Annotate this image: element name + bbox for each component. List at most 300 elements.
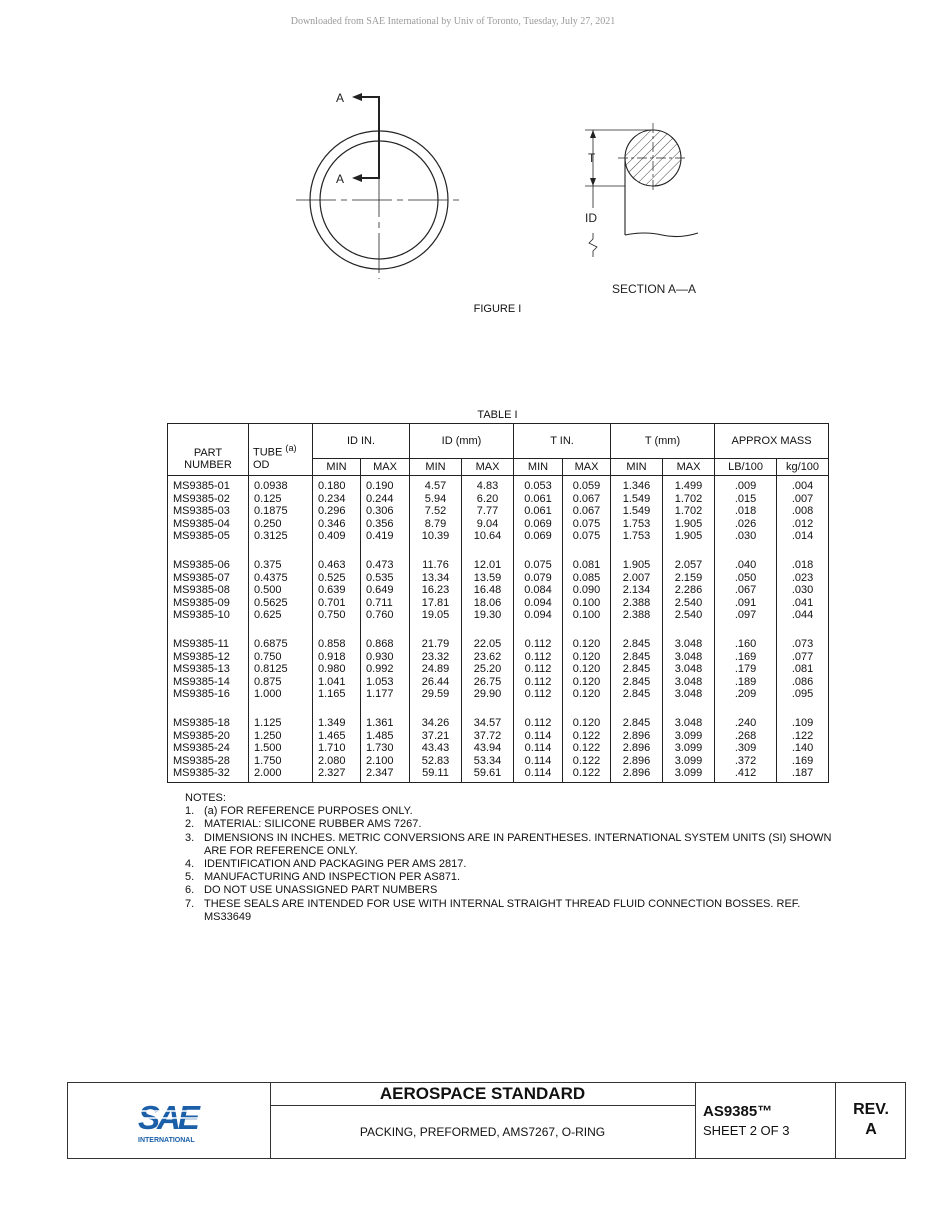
table-cell: 1.905 bbox=[663, 518, 715, 531]
table-cell: 1.053 bbox=[361, 676, 410, 689]
spacer-cell bbox=[777, 543, 829, 555]
table-cell: .004 bbox=[777, 476, 829, 493]
table-cell: 1.485 bbox=[361, 730, 410, 743]
spacer-cell bbox=[563, 701, 611, 713]
table-cell: MS9385-10 bbox=[168, 609, 249, 622]
table-cell: 2.327 bbox=[313, 767, 361, 782]
table-cell: 3.048 bbox=[663, 688, 715, 701]
table-cell: 0.750 bbox=[313, 609, 361, 622]
table-cell: .169 bbox=[715, 651, 777, 664]
table-cell: 0.500 bbox=[249, 584, 313, 597]
table-cell: .023 bbox=[777, 572, 829, 585]
table-cell: .372 bbox=[715, 755, 777, 768]
oring-front-view bbox=[296, 93, 462, 279]
table-cell: .014 bbox=[777, 530, 829, 543]
revision-label: REV. bbox=[853, 1101, 889, 1118]
table-row bbox=[168, 651, 829, 664]
table-cell: 2.159 bbox=[663, 572, 715, 585]
table-cell: 0.120 bbox=[563, 713, 611, 730]
section-label: SECTION A—A bbox=[612, 282, 697, 296]
table-title: TABLE I bbox=[477, 409, 518, 421]
table-cell: 2.540 bbox=[663, 609, 715, 622]
table-cell: 0.100 bbox=[563, 597, 611, 610]
table-cell: 0.079 bbox=[514, 572, 563, 585]
table-cell: 0.094 bbox=[514, 597, 563, 610]
table-cell: 0.3125 bbox=[249, 530, 313, 543]
table-cell: .179 bbox=[715, 663, 777, 676]
spacer-cell bbox=[663, 622, 715, 634]
spacer-cell bbox=[514, 701, 563, 713]
table-cell: 0.250 bbox=[249, 518, 313, 531]
table-cell: 0.112 bbox=[514, 676, 563, 689]
table-cell: 17.81 bbox=[410, 597, 462, 610]
table-cell: 0.858 bbox=[313, 634, 361, 651]
table-cell: MS9385-12 bbox=[168, 651, 249, 664]
table-cell: 1.125 bbox=[249, 713, 313, 730]
spacer-cell bbox=[168, 701, 249, 713]
spacer-cell bbox=[361, 543, 410, 555]
table-cell: 0.122 bbox=[563, 730, 611, 743]
table-cell: 2.057 bbox=[663, 555, 715, 572]
table-cell: 16.23 bbox=[410, 584, 462, 597]
table-cell: 9.04 bbox=[462, 518, 514, 531]
table-cell: 0.120 bbox=[563, 676, 611, 689]
table-cell: 7.52 bbox=[410, 505, 462, 518]
table-cell: MS9385-20 bbox=[168, 730, 249, 743]
table-cell: 1.905 bbox=[663, 530, 715, 543]
spacer-cell bbox=[611, 701, 663, 713]
table-cell: 1.177 bbox=[361, 688, 410, 701]
spacer-cell bbox=[663, 543, 715, 555]
table-row bbox=[168, 584, 829, 597]
table-cell: .012 bbox=[777, 518, 829, 531]
spacer-cell bbox=[361, 622, 410, 634]
table-cell: 3.099 bbox=[663, 755, 715, 768]
table-cell: 1.499 bbox=[663, 476, 715, 493]
table-cell: 0.625 bbox=[249, 609, 313, 622]
table-cell: .268 bbox=[715, 730, 777, 743]
table-cell: 3.099 bbox=[663, 730, 715, 743]
table-cell: 22.05 bbox=[462, 634, 514, 651]
table-cell: 18.06 bbox=[462, 597, 514, 610]
spacer-cell bbox=[777, 622, 829, 634]
spacer-cell bbox=[715, 543, 777, 555]
table-cell: 0.525 bbox=[313, 572, 361, 585]
group-spacer bbox=[168, 701, 829, 713]
table-cell: MS9385-16 bbox=[168, 688, 249, 701]
note-item bbox=[185, 805, 835, 818]
table-cell: 0.463 bbox=[313, 555, 361, 572]
table-cell: MS9385-08 bbox=[168, 584, 249, 597]
table-cell: 0.375 bbox=[249, 555, 313, 572]
note-number: 7. bbox=[185, 897, 195, 910]
table-cell: .008 bbox=[777, 505, 829, 518]
table-cell: .169 bbox=[777, 755, 829, 768]
table-cell: 0.112 bbox=[514, 713, 563, 730]
table-cell: 2.134 bbox=[611, 584, 663, 597]
table-cell: .007 bbox=[777, 493, 829, 506]
spacer-cell bbox=[663, 701, 715, 713]
table-row bbox=[168, 476, 829, 493]
table-cell: 10.64 bbox=[462, 530, 514, 543]
table-cell: 0.114 bbox=[514, 730, 563, 743]
table-cell: 0.120 bbox=[563, 663, 611, 676]
table-cell: .040 bbox=[715, 555, 777, 572]
table-cell: 23.62 bbox=[462, 651, 514, 664]
table-cell: 19.05 bbox=[410, 609, 462, 622]
table-cell: .067 bbox=[715, 584, 777, 597]
table-cell: 1.549 bbox=[611, 493, 663, 506]
note-text: MATERIAL: SILICONE RUBBER AMS 7267. bbox=[204, 818, 422, 831]
table-cell: 1.250 bbox=[249, 730, 313, 743]
table-cell: .081 bbox=[777, 663, 829, 676]
spacer-cell bbox=[249, 622, 313, 634]
table-cell: 0.075 bbox=[514, 555, 563, 572]
table-row bbox=[168, 663, 829, 676]
table-cell: .077 bbox=[777, 651, 829, 664]
table-cell: 0.8125 bbox=[249, 663, 313, 676]
table-cell: 0.980 bbox=[313, 663, 361, 676]
table-cell: 1.346 bbox=[611, 476, 663, 493]
document-description: PACKING, PREFORMED, AMS7267, O-RING bbox=[359, 1125, 606, 1139]
spacer-cell bbox=[514, 543, 563, 555]
table-cell: 19.30 bbox=[462, 609, 514, 622]
spacer-cell bbox=[410, 622, 462, 634]
table-row bbox=[168, 505, 829, 518]
table-cell: 0.114 bbox=[514, 742, 563, 755]
table-cell: 10.39 bbox=[410, 530, 462, 543]
table-cell: 2.080 bbox=[313, 755, 361, 768]
table-cell: 0.094 bbox=[514, 609, 563, 622]
header-tube-note: (a) bbox=[285, 443, 297, 454]
table-cell: 0.075 bbox=[563, 530, 611, 543]
table-cell: MS9385-07 bbox=[168, 572, 249, 585]
table-cell: 29.59 bbox=[410, 688, 462, 701]
table-cell: MS9385-09 bbox=[168, 597, 249, 610]
group-spacer bbox=[168, 543, 829, 555]
table-cell: 2.845 bbox=[611, 713, 663, 730]
table-cell: 0.114 bbox=[514, 755, 563, 768]
table-cell: 2.845 bbox=[611, 688, 663, 701]
revision-value: A bbox=[865, 1121, 877, 1138]
table-cell: 0.1875 bbox=[249, 505, 313, 518]
table-cell: 21.79 bbox=[410, 634, 462, 651]
table-cell: 7.77 bbox=[462, 505, 514, 518]
sae-logo-icon bbox=[136, 1099, 206, 1145]
header-max: MAX bbox=[663, 459, 715, 476]
table-cell: MS9385-01 bbox=[168, 476, 249, 493]
table-cell: 0.6875 bbox=[249, 634, 313, 651]
spacer-cell bbox=[410, 543, 462, 555]
note-number: 5. bbox=[185, 871, 195, 884]
table-cell: 4.57 bbox=[410, 476, 462, 493]
table-cell: MS9385-32 bbox=[168, 767, 249, 782]
table-cell: 1.702 bbox=[663, 493, 715, 506]
table-cell: 2.007 bbox=[611, 572, 663, 585]
title-center-cell bbox=[270, 1083, 696, 1158]
header-approx-mass: APPROX MASS bbox=[715, 424, 829, 459]
table-cell: 2.845 bbox=[611, 651, 663, 664]
label-a-top: A bbox=[336, 91, 345, 105]
table-cell: 2.388 bbox=[611, 597, 663, 610]
sae-logo-subtext: INTERNATIONAL bbox=[138, 1137, 195, 1144]
table-cell: 24.89 bbox=[410, 663, 462, 676]
table-cell: 0.084 bbox=[514, 584, 563, 597]
table-row bbox=[168, 767, 829, 782]
table-cell: 37.72 bbox=[462, 730, 514, 743]
table-cell: .091 bbox=[715, 597, 777, 610]
table-cell: 0.112 bbox=[514, 651, 563, 664]
table-cell: 0.053 bbox=[514, 476, 563, 493]
table-cell: MS9385-28 bbox=[168, 755, 249, 768]
header-part-number: PART NUMBER bbox=[168, 424, 249, 476]
table-cell: 53.34 bbox=[462, 755, 514, 768]
table-cell: 0.122 bbox=[563, 755, 611, 768]
table-cell: 0.5625 bbox=[249, 597, 313, 610]
table-cell: 0.059 bbox=[563, 476, 611, 493]
table-cell: 11.76 bbox=[410, 555, 462, 572]
table-cell: 43.94 bbox=[462, 742, 514, 755]
standard-title: AEROSPACE STANDARD bbox=[270, 1083, 695, 1106]
table-cell: .073 bbox=[777, 634, 829, 651]
table-row bbox=[168, 676, 829, 689]
note-item bbox=[185, 871, 835, 884]
table-row bbox=[168, 730, 829, 743]
table-cell: 2.540 bbox=[663, 597, 715, 610]
table-cell: 1.500 bbox=[249, 742, 313, 755]
table-cell: 0.409 bbox=[313, 530, 361, 543]
label-t: T bbox=[588, 151, 596, 165]
table-cell: 0.120 bbox=[563, 651, 611, 664]
table-cell: 0.090 bbox=[563, 584, 611, 597]
header-max: MAX bbox=[462, 459, 514, 476]
note-item bbox=[185, 832, 835, 858]
table-cell: 0.868 bbox=[361, 634, 410, 651]
note-number: 4. bbox=[185, 858, 195, 871]
table-cell: 0.760 bbox=[361, 609, 410, 622]
header-kg100: kg/100 bbox=[777, 459, 829, 476]
table-cell: 0.081 bbox=[563, 555, 611, 572]
table-row bbox=[168, 518, 829, 531]
table-cell: .026 bbox=[715, 518, 777, 531]
spacer-cell bbox=[168, 622, 249, 634]
note-number: 3. bbox=[185, 831, 195, 844]
table-cell: .209 bbox=[715, 688, 777, 701]
table-cell: .122 bbox=[777, 730, 829, 743]
figure-drawing bbox=[290, 85, 730, 300]
table-cell: 13.34 bbox=[410, 572, 462, 585]
note-text: MANUFACTURING AND INSPECTION PER AS871. bbox=[204, 871, 461, 884]
table-cell: 0.930 bbox=[361, 651, 410, 664]
table-cell: 3.099 bbox=[663, 767, 715, 782]
sae-logo-wordmark: SAE bbox=[138, 1099, 197, 1136]
header-max: MAX bbox=[361, 459, 410, 476]
spacer-cell bbox=[563, 543, 611, 555]
table-cell: 0.180 bbox=[313, 476, 361, 493]
table-cell: 1.000 bbox=[249, 688, 313, 701]
label-a-mid: A bbox=[336, 172, 345, 186]
table-cell: MS9385-18 bbox=[168, 713, 249, 730]
table-cell: 34.26 bbox=[410, 713, 462, 730]
spacer-cell bbox=[410, 701, 462, 713]
table-cell: 0.649 bbox=[361, 584, 410, 597]
header-min: MIN bbox=[313, 459, 361, 476]
table-cell: MS9385-02 bbox=[168, 493, 249, 506]
spacer-cell bbox=[611, 543, 663, 555]
table-cell: 4.83 bbox=[462, 476, 514, 493]
note-number: 2. bbox=[185, 818, 195, 831]
table-cell: 25.20 bbox=[462, 663, 514, 676]
spacer-cell bbox=[777, 701, 829, 713]
table-cell: 1.549 bbox=[611, 505, 663, 518]
table-cell: 1.730 bbox=[361, 742, 410, 755]
spacer-cell bbox=[168, 543, 249, 555]
table-cell: 0.120 bbox=[563, 688, 611, 701]
table-cell: 1.165 bbox=[313, 688, 361, 701]
group-spacer bbox=[168, 622, 829, 634]
notes bbox=[185, 792, 835, 924]
table-cell: 1.041 bbox=[313, 676, 361, 689]
table-cell: 26.44 bbox=[410, 676, 462, 689]
spec-table bbox=[167, 423, 829, 783]
sheet-number: SHEET 2 OF 3 bbox=[703, 1123, 790, 1138]
table-cell: 23.32 bbox=[410, 651, 462, 664]
header-id-in: ID IN. bbox=[313, 424, 410, 459]
document-number: AS9385™ bbox=[703, 1103, 773, 1120]
table-cell: MS9385-24 bbox=[168, 742, 249, 755]
spacer-cell bbox=[249, 701, 313, 713]
table-cell: MS9385-13 bbox=[168, 663, 249, 676]
table-cell: .240 bbox=[715, 713, 777, 730]
note-text: DO NOT USE UNASSIGNED PART NUMBERS bbox=[204, 884, 438, 897]
spacer-cell bbox=[462, 622, 514, 634]
header-t-in: T IN. bbox=[514, 424, 611, 459]
table-cell: 16.48 bbox=[462, 584, 514, 597]
table-cell: .109 bbox=[777, 713, 829, 730]
table-row bbox=[168, 609, 829, 622]
note-item bbox=[185, 884, 835, 897]
table-cell: 2.388 bbox=[611, 609, 663, 622]
table-cell: 0.125 bbox=[249, 493, 313, 506]
table-cell: 1.465 bbox=[313, 730, 361, 743]
table-cell: 0.112 bbox=[514, 663, 563, 676]
table-cell: 3.048 bbox=[663, 676, 715, 689]
table-body bbox=[168, 476, 829, 783]
table-cell: .018 bbox=[777, 555, 829, 572]
table-cell: 0.918 bbox=[313, 651, 361, 664]
header-min: MIN bbox=[611, 459, 663, 476]
table-cell: .015 bbox=[715, 493, 777, 506]
table-cell: 8.79 bbox=[410, 518, 462, 531]
table-cell: 3.048 bbox=[663, 634, 715, 651]
table-cell: 0.061 bbox=[514, 505, 563, 518]
table-cell: 0.122 bbox=[563, 767, 611, 782]
note-item bbox=[185, 898, 835, 924]
table-cell: 0.419 bbox=[361, 530, 410, 543]
note-item bbox=[185, 818, 835, 831]
table-cell: 2.896 bbox=[611, 730, 663, 743]
header-tube-label: TUBE bbox=[253, 446, 283, 459]
table-cell: 0.120 bbox=[563, 634, 611, 651]
table-cell: .140 bbox=[777, 742, 829, 755]
table-cell: .041 bbox=[777, 597, 829, 610]
table-cell: 0.085 bbox=[563, 572, 611, 585]
spacer-cell bbox=[249, 543, 313, 555]
spacer-cell bbox=[715, 622, 777, 634]
table-cell: MS9385-11 bbox=[168, 634, 249, 651]
table-cell: 2.100 bbox=[361, 755, 410, 768]
table-cell: 0.069 bbox=[514, 518, 563, 531]
table-cell: 6.20 bbox=[462, 493, 514, 506]
table-cell: 0.061 bbox=[514, 493, 563, 506]
spacer-cell bbox=[514, 622, 563, 634]
header-min: MIN bbox=[410, 459, 462, 476]
table-cell: .009 bbox=[715, 476, 777, 493]
table-cell: 0.701 bbox=[313, 597, 361, 610]
note-number: 1. bbox=[185, 805, 195, 818]
table-cell: 0.234 bbox=[313, 493, 361, 506]
table-row bbox=[168, 572, 829, 585]
table-row bbox=[168, 634, 829, 651]
header-min: MIN bbox=[514, 459, 563, 476]
section-view bbox=[585, 123, 698, 257]
table-cell: 0.306 bbox=[361, 505, 410, 518]
header-t-mm: T (mm) bbox=[611, 424, 715, 459]
note-text: DIMENSIONS IN INCHES. METRIC CONVERSIONS ARE IN PARENTHESES. INTERNATIONAL SYSTEM UNITS (SI) SHOWN ARE FOR REFERENCE ONLY. bbox=[204, 831, 832, 857]
table-cell: 1.702 bbox=[663, 505, 715, 518]
table-cell: 0.535 bbox=[361, 572, 410, 585]
table-cell: 5.94 bbox=[410, 493, 462, 506]
label-id: ID bbox=[585, 211, 597, 225]
spacer-cell bbox=[611, 622, 663, 634]
table-cell: 43.43 bbox=[410, 742, 462, 755]
table-cell: 2.000 bbox=[249, 767, 313, 782]
table-cell: 0.875 bbox=[249, 676, 313, 689]
table-cell: 1.710 bbox=[313, 742, 361, 755]
spacer-cell bbox=[313, 543, 361, 555]
table-cell: 3.048 bbox=[663, 651, 715, 664]
note-item bbox=[185, 858, 835, 871]
note-text: (a) FOR REFERENCE PURPOSES ONLY. bbox=[204, 805, 413, 818]
spacer-cell bbox=[563, 622, 611, 634]
note-text: IDENTIFICATION AND PACKAGING PER AMS 2817. bbox=[204, 858, 467, 871]
spacer-cell bbox=[462, 701, 514, 713]
title-block bbox=[67, 1082, 906, 1159]
table-cell: 26.75 bbox=[462, 676, 514, 689]
table-row bbox=[168, 755, 829, 768]
table-row bbox=[168, 530, 829, 543]
table-cell: 2.896 bbox=[611, 742, 663, 755]
table-cell: 2.896 bbox=[611, 755, 663, 768]
download-note: Downloaded from SAE International by Univ of Toronto, Tuesday, July 27, 2021 bbox=[290, 16, 616, 27]
table-row bbox=[168, 555, 829, 572]
table-cell: .097 bbox=[715, 609, 777, 622]
table-cell: 3.099 bbox=[663, 742, 715, 755]
table-cell: 12.01 bbox=[462, 555, 514, 572]
table-cell: .309 bbox=[715, 742, 777, 755]
table-cell: 0.190 bbox=[361, 476, 410, 493]
table-cell: 0.750 bbox=[249, 651, 313, 664]
notes-heading: NOTES: bbox=[185, 792, 226, 804]
table-cell: .018 bbox=[715, 505, 777, 518]
table-cell: .030 bbox=[777, 584, 829, 597]
table-cell: MS9385-03 bbox=[168, 505, 249, 518]
table-cell: 0.100 bbox=[563, 609, 611, 622]
table-cell: 1.753 bbox=[611, 530, 663, 543]
table-cell: 1.753 bbox=[611, 518, 663, 531]
table-cell: 2.845 bbox=[611, 663, 663, 676]
table-cell: 29.90 bbox=[462, 688, 514, 701]
